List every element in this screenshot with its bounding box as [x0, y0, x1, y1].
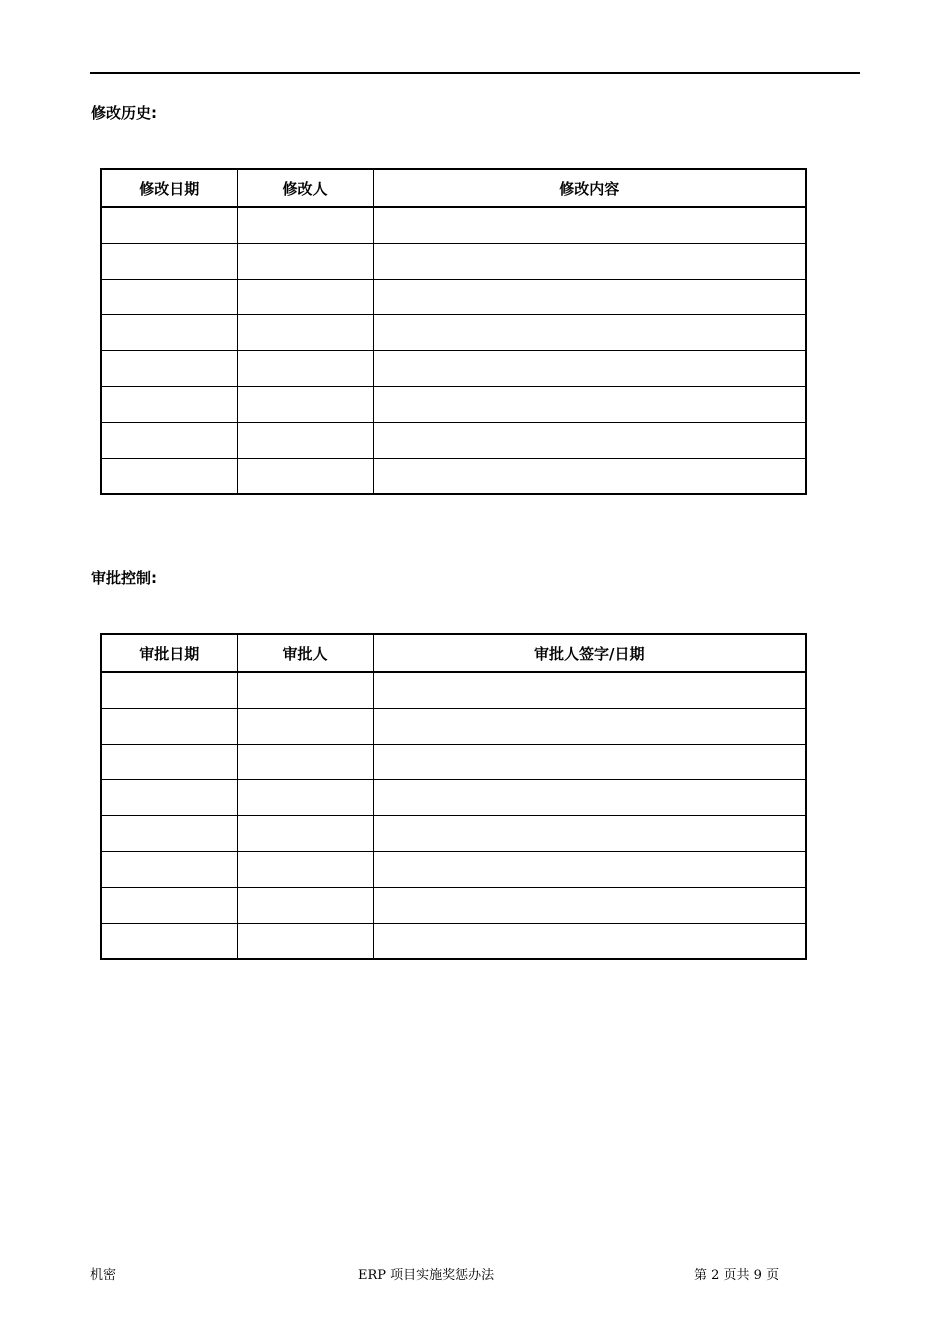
table-cell[interactable]	[237, 422, 373, 458]
table-row	[101, 780, 806, 816]
footer-page-number: 第 2 页共 9 页	[694, 1268, 780, 1283]
approval-control-table	[100, 633, 807, 960]
table-row	[101, 422, 806, 458]
footer-document-title: ERP 项目实施奖惩办法	[358, 1268, 495, 1283]
table-row	[101, 315, 806, 351]
column-header-approval-date: 审批日期	[101, 634, 237, 672]
table-row	[101, 279, 806, 315]
table-cell[interactable]	[373, 243, 806, 279]
table-cell[interactable]	[373, 887, 806, 923]
table-cell[interactable]	[101, 207, 237, 243]
revision-history-title: 修改历史:	[91, 104, 157, 122]
table-cell[interactable]	[101, 887, 237, 923]
table-cell[interactable]	[373, 672, 806, 708]
revision-history-table	[100, 168, 807, 495]
table-cell[interactable]	[237, 386, 373, 422]
table-cell[interactable]	[237, 887, 373, 923]
table-cell[interactable]	[101, 672, 237, 708]
table-row	[101, 351, 806, 387]
footer-confidential: 机密	[90, 1268, 117, 1283]
table-cell[interactable]	[101, 386, 237, 422]
table-cell[interactable]	[101, 243, 237, 279]
table-row	[101, 851, 806, 887]
revision-history-body	[101, 207, 806, 494]
table-cell[interactable]	[101, 851, 237, 887]
table-cell[interactable]	[101, 708, 237, 744]
table-row	[101, 243, 806, 279]
column-header-date: 修改日期	[101, 169, 237, 207]
table-row	[101, 923, 806, 959]
table-cell[interactable]	[101, 780, 237, 816]
table-cell[interactable]	[101, 816, 237, 852]
table-row	[101, 744, 806, 780]
table-cell[interactable]	[237, 780, 373, 816]
header-rule	[90, 72, 860, 74]
table-cell[interactable]	[237, 315, 373, 351]
table-cell[interactable]	[101, 458, 237, 494]
approval-control-body	[101, 672, 806, 959]
table-row	[101, 458, 806, 494]
table-cell[interactable]	[237, 851, 373, 887]
table-cell[interactable]	[373, 708, 806, 744]
table-cell[interactable]	[237, 923, 373, 959]
table-cell[interactable]	[101, 923, 237, 959]
column-header-signature-date: 审批人签字/日期	[373, 634, 806, 672]
table-cell[interactable]	[373, 386, 806, 422]
table-row	[101, 386, 806, 422]
table-row	[101, 816, 806, 852]
table-row	[101, 672, 806, 708]
table-cell[interactable]	[101, 422, 237, 458]
table-cell[interactable]	[237, 672, 373, 708]
table-cell[interactable]	[237, 708, 373, 744]
table-header-row	[101, 169, 806, 207]
table-cell[interactable]	[237, 744, 373, 780]
approval-control-title: 审批控制:	[91, 569, 157, 587]
table-cell[interactable]	[373, 422, 806, 458]
table-cell[interactable]	[373, 458, 806, 494]
table-cell[interactable]	[373, 207, 806, 243]
column-header-content: 修改内容	[373, 169, 806, 207]
table-row	[101, 207, 806, 243]
table-cell[interactable]	[237, 351, 373, 387]
table-cell[interactable]	[101, 744, 237, 780]
table-cell[interactable]	[373, 816, 806, 852]
table-header-row	[101, 634, 806, 672]
column-header-approver: 审批人	[237, 634, 373, 672]
table-cell[interactable]	[237, 279, 373, 315]
table-cell[interactable]	[373, 315, 806, 351]
table-cell[interactable]	[373, 923, 806, 959]
table-cell[interactable]	[237, 243, 373, 279]
table-cell[interactable]	[237, 458, 373, 494]
table-cell[interactable]	[237, 816, 373, 852]
table-cell[interactable]	[373, 780, 806, 816]
table-cell[interactable]	[373, 351, 806, 387]
table-cell[interactable]	[373, 279, 806, 315]
table-cell[interactable]	[101, 351, 237, 387]
table-cell[interactable]	[373, 851, 806, 887]
table-row	[101, 887, 806, 923]
table-cell[interactable]	[101, 279, 237, 315]
table-row	[101, 708, 806, 744]
column-header-editor: 修改人	[237, 169, 373, 207]
table-cell[interactable]	[101, 315, 237, 351]
table-cell[interactable]	[237, 207, 373, 243]
table-cell[interactable]	[373, 744, 806, 780]
